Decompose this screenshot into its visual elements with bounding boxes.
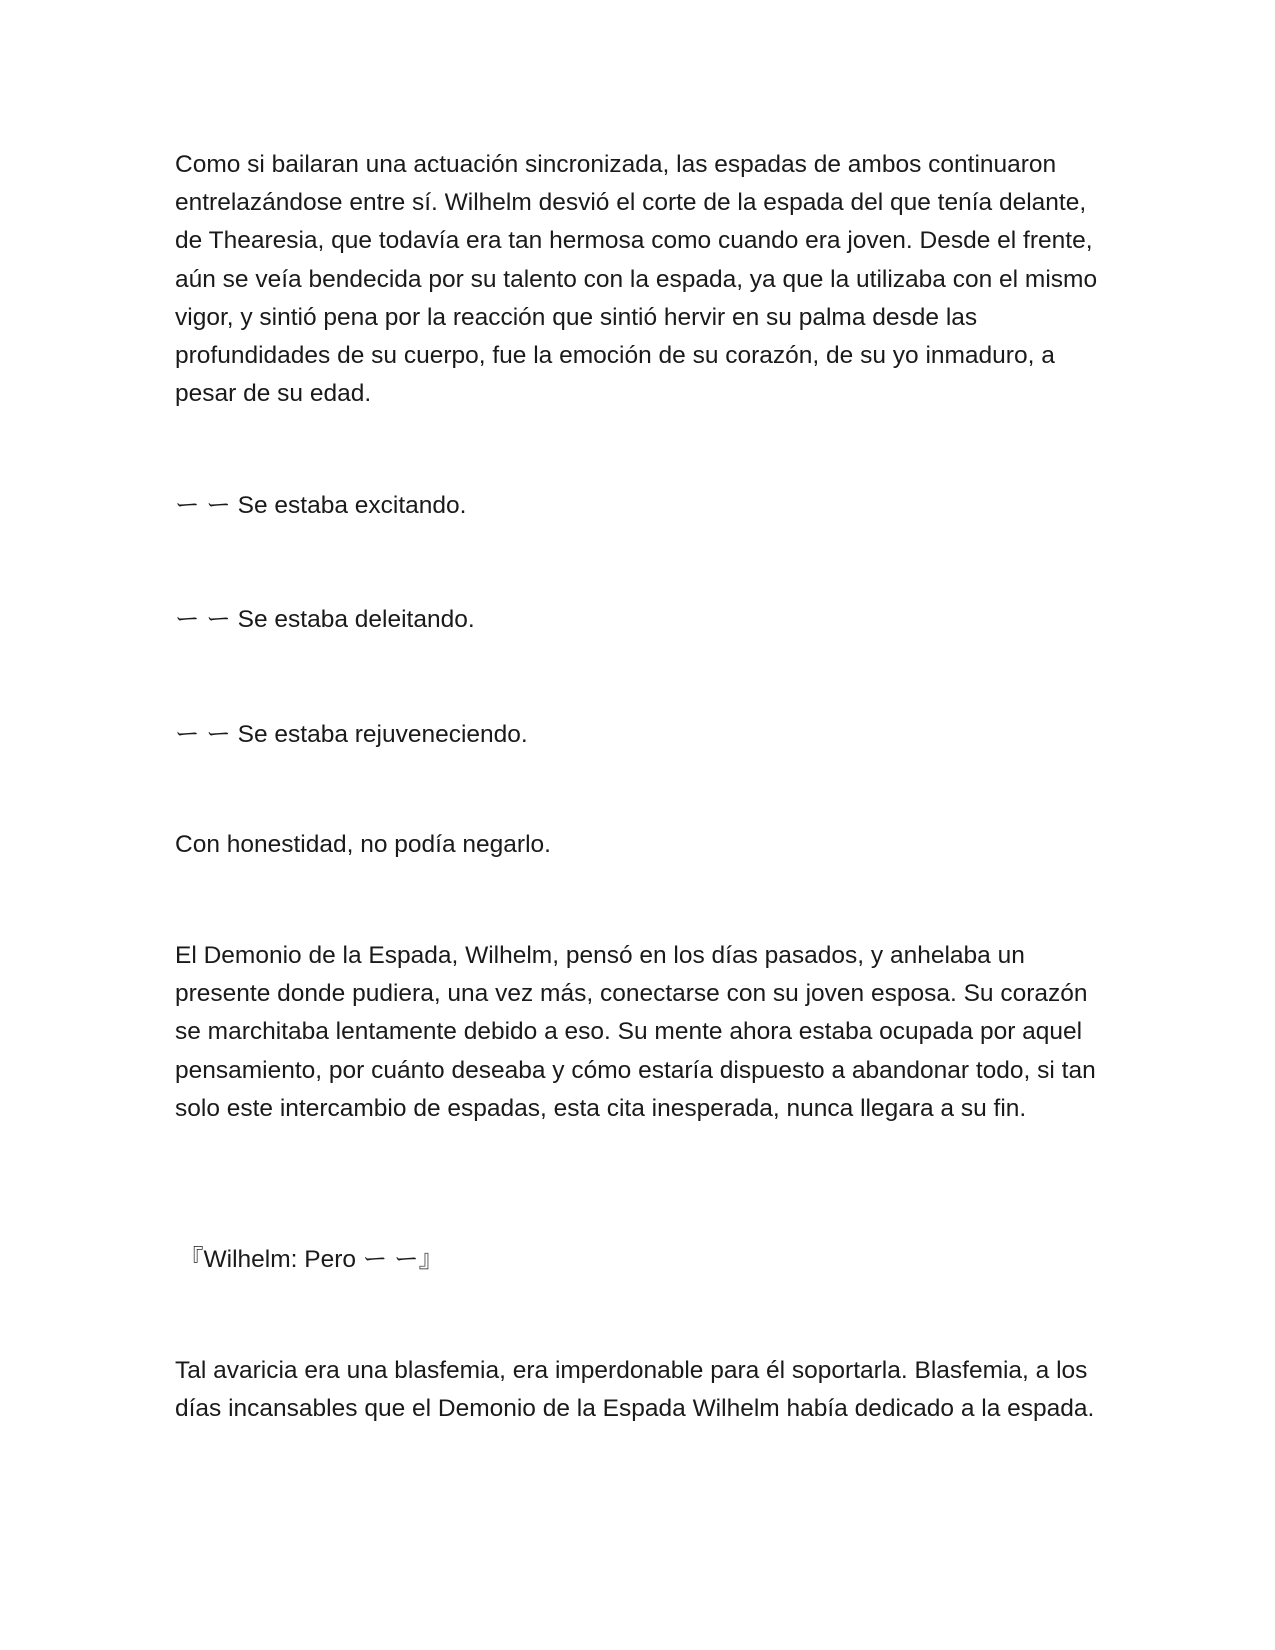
paragraph-1: Como si bailaran una actuación sincronizada, las espadas de ambos continuaron entrelazándose entre sí. Wilhelm desvió el corte de la espada del que tenía delante, de Thearesia, que todavía era tan hermosa como cuando era joven. Desde el frente, aún se veía bendecida por su talento con la espada, ya que la utilizaba con el mismo vigor, y sintió pena por la reacción que sintió hervir en su palma desde las profundidades de su cuerpo, fue la emoción de su corazón, de su yo inmaduro, a pesar de su edad.	[175, 151, 1098, 408]
paragraph-8: Tal avaricia era una blasfemia, era imperdonable para él soportarla. Blasfemia, a los días incansables que el Demonio de la Espada Wilhelm había dedicado a la espada.	[175, 1357, 1095, 1423]
paragraph-5: Con honestidad, no podía negarlo.	[175, 831, 551, 858]
paragraph-6: El Demonio de la Espada, Wilhelm, pensó en los días pasados, y anhelaba un presente donde pudiera, una vez más, conectarse con su joven esposa. Su corazón se marchitaba lentamente debido a eso. Su mente ahora estaba ocupada por aquel pensamiento, por cuánto deseaba y cómo estaría dispuesto a abandonar todo, si tan solo este intercambio de espadas, esta cita inesperada, nunca llegara a su fin.	[175, 942, 1096, 1122]
paragraph-4: ー ー Se estaba rejuveneciendo.	[175, 721, 528, 748]
paragraph-2: ー ー Se estaba excitando.	[175, 492, 467, 519]
dialogue-line: 『Wilhelm: Pero ー ー』	[179, 1246, 444, 1273]
paragraph-3: ー ー Se estaba deleitando.	[175, 606, 475, 633]
